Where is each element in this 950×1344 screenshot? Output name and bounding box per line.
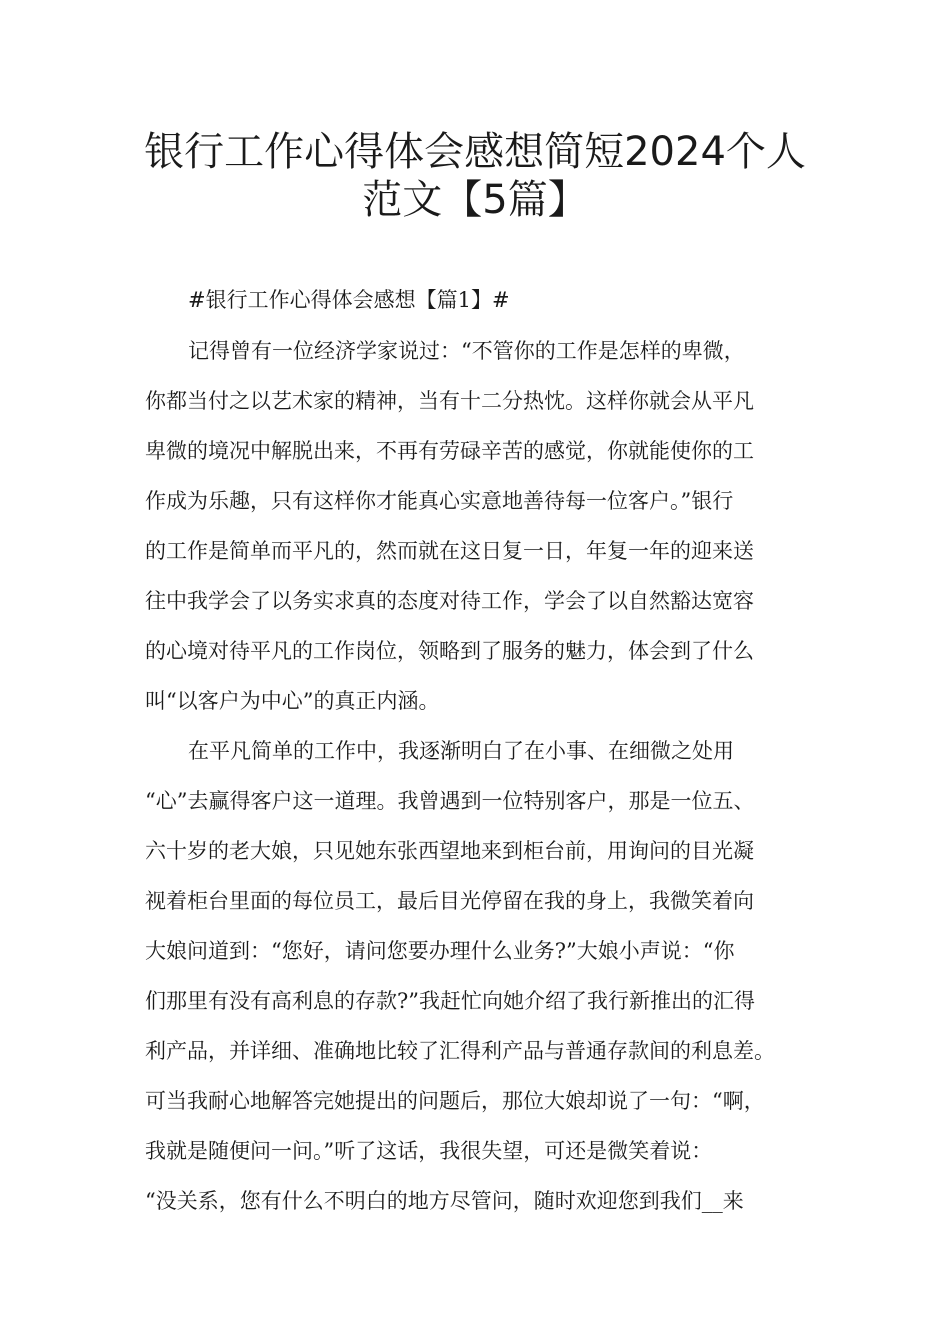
body-line: 我就是随便问一问。”听了这话，我很失望，可还是微笑着说： — [145, 1139, 713, 1163]
body-line: 可当我耐心地解答完她提出的问题后，那位大娘却说了一句：“啊， — [145, 1089, 765, 1113]
body-line: 们那里有没有高利息的存款?”我赶忙向她介绍了我行新推出的汇得 — [145, 989, 755, 1013]
body-line: 的工作是简单而平凡的，然而就在这日复一日，年复一年的迎来送 — [145, 539, 754, 563]
body-line: 卑微的境况中解脱出来，不再有劳碌辛苦的感觉，你就能使你的工 — [145, 439, 754, 463]
body-line: 六十岁的老大娘，只见她东张西望地来到柜台前，用询问的目光凝 — [145, 839, 754, 863]
section-heading: #银行工作心得体会感想【篇1】# — [188, 288, 510, 312]
body-line: 作成为乐趣，只有这样你才能真心实意地善待每一位客户。”银行 — [145, 489, 734, 513]
document-title-line-2: 范文【5篇】 — [362, 177, 588, 223]
body-line: 大娘问道到：“您好，请问您要办理什么业务?”大娘小声说：“你 — [145, 939, 735, 963]
body-line: “没关系，您有什么不明白的地方尽管问，随时欢迎您到我们__来 — [145, 1189, 744, 1213]
body-line: 记得曾有一位经济学家说过：“不管你的工作是怎样的卑微， — [188, 339, 745, 363]
document-title-line-1: 银行工作心得体会感想简短2024个人 — [144, 129, 806, 175]
body-line: 你都当付之以艺术家的精神，当有十二分热忱。这样你就会从平凡 — [145, 389, 754, 413]
body-line: 视着柜台里面的每位员工，最后目光停留在我的身上，我微笑着向 — [145, 889, 754, 913]
body-line: 叫“以客户为中心”的真正内涵。 — [145, 689, 440, 713]
body-line: 的心境对待平凡的工作岗位，领略到了服务的魅力，体会到了什么 — [145, 639, 754, 663]
body-line: 利产品，并详细、准确地比较了汇得利产品与普通存款间的利息差。 — [145, 1039, 775, 1063]
body-line: “心”去赢得客户这一道理。我曾遇到一位特别客户，那是一位五、 — [145, 789, 755, 813]
body-line: 在平凡简单的工作中，我逐渐明白了在小事、在细微之处用 — [188, 739, 734, 763]
body-line: 往中我学会了以务实求真的态度对待工作，学会了以自然豁达宽容 — [145, 589, 754, 613]
